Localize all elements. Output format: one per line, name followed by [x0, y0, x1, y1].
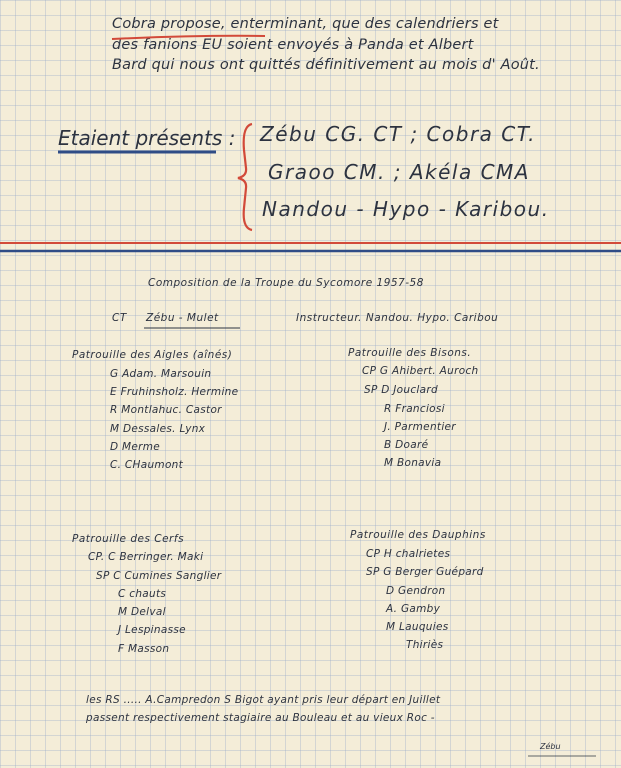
- patrol-member: SP C Cumines Sanglier: [96, 570, 222, 582]
- patrol-member: F Masson: [118, 643, 170, 655]
- patrol-member: G Adam. Marsouin: [110, 368, 212, 380]
- presents-line-2: Graoo CM. ; Akéla CMA: [268, 160, 530, 184]
- intro-line-1: Cobra propose, enterminant, que des calendriers et: [112, 16, 499, 32]
- ct-label: CT: [112, 312, 127, 324]
- signature: Zébu: [540, 742, 561, 751]
- patrol-name: Patrouille des Dauphins: [350, 529, 486, 541]
- presents-line-3: Nandou - Hypo - Karibou.: [262, 197, 550, 221]
- patrol-member: D Gendron: [386, 585, 446, 597]
- intro-line-2: des fanions EU soient envoyés à Panda et Albert: [112, 37, 474, 53]
- ct-name: Zébu - Mulet: [146, 312, 219, 324]
- footer-line-2: passent respectivement stagiaire au Bouleau et au vieux Roc -: [86, 712, 435, 724]
- patrol-member: A. Gamby: [386, 603, 441, 615]
- patrol-name: Patrouille des Aigles (aînés): [72, 349, 233, 361]
- patrol-member: J Lespinasse: [118, 624, 186, 636]
- presents-label: Etaient présents :: [58, 126, 236, 150]
- patrol-member: Thiriès: [406, 639, 444, 651]
- patrol-member: D Merme: [110, 441, 161, 453]
- intro-line-3: Bard qui nous ont quittés définitivement au mois d' Août.: [112, 57, 540, 73]
- patrol-member: SP D Jouclard: [364, 384, 438, 396]
- footer-line-1: les RS ..... A.Campredon S Bigot ayant pris leur départ en Juillet: [86, 694, 441, 706]
- instructeurs: Instructeur. Nandou. Hypo. Caribou: [296, 312, 499, 324]
- patrol-member: R Franciosi: [384, 403, 445, 415]
- presents-line-1: Zébu CG. CT ; Cobra CT.: [260, 122, 536, 146]
- patrol-member: M Bonavia: [384, 457, 442, 469]
- patrol-member: R Montlahuc. Castor: [110, 404, 222, 416]
- patrol-name: Patrouille des Bisons.: [348, 347, 472, 359]
- patrol-member: CP G Ahibert. Auroch: [362, 365, 479, 377]
- patrol-name: Patrouille des Cerfs: [72, 533, 185, 545]
- composition-title: Composition de la Troupe du Sycomore 1957-58: [148, 277, 424, 289]
- patrol-member: M Lauquies: [386, 621, 449, 633]
- patrol-member: J. Parmentier: [384, 421, 456, 433]
- patrol-member: CP. C Berringer. Maki: [88, 551, 204, 563]
- patrol-member: B Doaré: [384, 439, 429, 451]
- patrol-member: C chauts: [118, 588, 167, 600]
- patrol-member: C. CHaumont: [110, 459, 184, 471]
- patrol-member: E Fruhinsholz. Hermine: [110, 386, 239, 398]
- patrol-member: SP G Berger Guépard: [366, 566, 484, 578]
- patrol-member: M Delval: [118, 606, 166, 618]
- patrol-member: CP H chalrietes: [366, 548, 451, 560]
- patrol-member: M Dessales. Lynx: [110, 423, 206, 435]
